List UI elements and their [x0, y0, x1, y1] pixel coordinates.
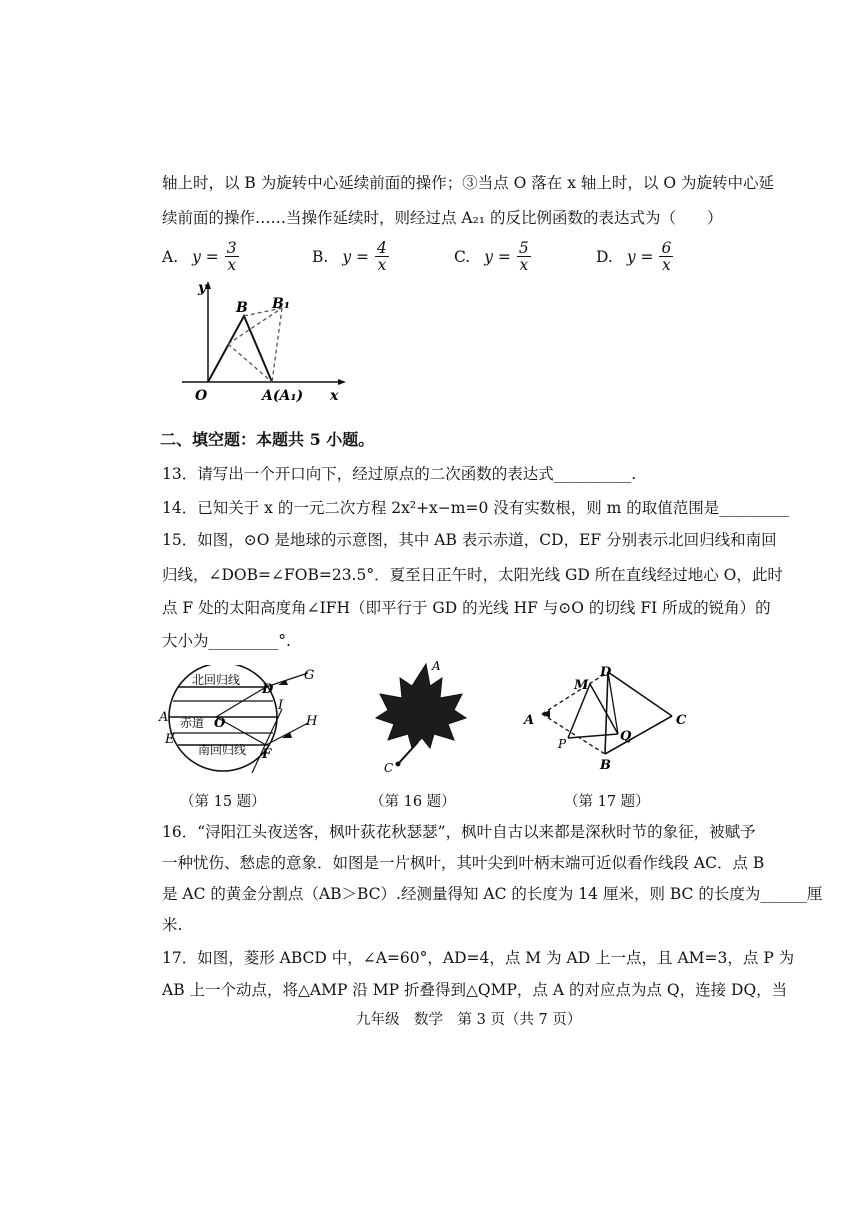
q13-text: 13．请写出一个开口向下，经过原点的二次函数的表达式__________.: [162, 465, 637, 483]
stem-end-dot: [396, 762, 401, 767]
label-c: C: [676, 713, 687, 728]
q15-text-line3: 点 F 处的太阳高度角∠IFH（即平行于 GD 的光线 HF 与⊙O 的切线 FI 所成的锐角）的: [162, 599, 771, 617]
leaf-stem: [398, 742, 418, 764]
choice-a: [162, 240, 239, 273]
q16-text-line3: 是 AC 的黄金分割点（AB＞BC）.经测量得知 AC 的长度为 14 厘米，则 BC 的长度为______厘: [162, 885, 823, 903]
caption-fig17: （第 17 题）: [564, 794, 650, 810]
choice-c: [454, 240, 531, 273]
label-p: P: [558, 737, 567, 751]
label-o: O: [214, 716, 226, 731]
label-i: I: [278, 698, 284, 713]
label-north-tropic: 北回归线: [192, 673, 241, 687]
q17-text-line1: 17．如图，菱形 ABCD 中，∠A=60°，AD=4，点 M 为 AD 上一点，且 AM=3，点 P 为: [162, 949, 795, 967]
label-b: B: [600, 758, 611, 773]
choice-letter: C.: [454, 247, 471, 266]
side-bc: [605, 716, 672, 754]
label-m: M: [574, 678, 589, 693]
label-e: E: [165, 732, 175, 747]
triangle-oab: [208, 316, 272, 382]
fraction: $\frac{5}{x}$: [518, 239, 529, 274]
fig15-earth: [158, 665, 328, 780]
fraction: $\frac{4}{x}$: [377, 239, 387, 274]
label-south-tropic: 南回归线: [198, 743, 247, 757]
page-footer: 九年级 数学 第 3 页（共 7 页）: [356, 1012, 582, 1028]
section-title: 二、填空题：本题共 5 小题。: [160, 430, 375, 449]
label-c: C: [384, 761, 394, 775]
choice-b: [312, 240, 389, 273]
label-g: G: [304, 668, 315, 683]
fraction: $\frac{6}{x}$: [661, 239, 672, 274]
x-axis-arrow: [338, 379, 346, 385]
label-b1: B₁: [272, 296, 290, 312]
q12-text-line1: 轴上时，以 B 为旋转中心延续前面的操作；③当点 O 落在 x 轴上时，以 O 为旋转中心延: [162, 174, 774, 192]
maple-leaf-shape: [376, 664, 466, 748]
label-b: B: [236, 300, 248, 316]
line-pq: [568, 734, 618, 738]
choice-lhs: y =: [342, 247, 369, 266]
dashed-o1-a: [228, 344, 272, 382]
a-arrow: [542, 710, 550, 718]
fig17-rhombus: [520, 662, 695, 774]
q16-text-line2: 一种忧伤、愁虑的意象．如图是一片枫叶，其叶尖到叶柄末端可近似看作线段 AC．点 B: [162, 854, 765, 872]
label-a: A(A₁): [262, 388, 304, 404]
label-h: H: [306, 714, 318, 729]
tangent-fi: [252, 709, 282, 773]
choice-letter: B.: [312, 247, 329, 266]
label-q: Q: [620, 729, 632, 744]
label-d: D: [262, 682, 274, 697]
side-dc: [608, 672, 672, 716]
label-a: A: [432, 659, 441, 673]
choice-letter: D.: [596, 247, 613, 266]
fig16-maple-leaf: [368, 658, 473, 778]
choice-lhs: y =: [626, 247, 654, 266]
q17-text-line2: AB 上一个动点，将△AMP 沿 MP 折叠得到△QMP，点 A 的对应点为点 Q，连接 DQ，当: [162, 981, 788, 999]
q15-text-line2: 归线，∠DOB=∠FOB=23.5°．夏至日正午时，太阳光线 GD 所在直线经过地心 O，此时: [162, 566, 783, 584]
dashed-b1-a: [272, 308, 282, 382]
label-a: A: [159, 710, 169, 725]
q15-text-line1: 15．如图，⊙O 是地球的示意图，其中 AB 表示赤道，CD，EF 分别表示北回归线和南回: [162, 531, 777, 549]
label-d: D: [600, 665, 612, 680]
q12-text-line2: 续前面的操作……当操作延续时，则经过点 A₂₁ 的反比例函数的表达式为（ ）: [162, 209, 723, 227]
label-y: y: [198, 280, 207, 296]
fraction: $\frac{3}{x}$: [226, 239, 237, 274]
label-o: O: [195, 388, 208, 404]
side-ab: [542, 714, 605, 754]
choice-letter: A.: [162, 247, 179, 266]
caption-fig15: （第 15 题）: [180, 794, 266, 810]
q12-figure: [180, 278, 355, 413]
caption-fig16: （第 16 题）: [370, 794, 456, 810]
label-x: x: [330, 388, 339, 404]
q16-text-line4: 米.: [162, 916, 183, 934]
q15-text-line4: 大小为_________°.: [162, 632, 291, 650]
label-a: A: [524, 713, 535, 728]
q14-text: 14．已知关于 x 的一元二次方程 2x²+x−m=0 没有实数根，则 m 的取值范围是_________: [162, 499, 790, 517]
q16-text-line1: 16．“浔阳江头夜送客，枫叶荻花秋瑟瑟”，枫叶自古以来都是深秋时节的象征，被赋予: [162, 823, 756, 841]
choice-lhs: y =: [484, 247, 511, 266]
choice-lhs: y =: [192, 247, 219, 266]
ray-arrow-hf: [282, 732, 292, 738]
label-f: F: [262, 747, 272, 762]
label-equator: 赤道: [180, 716, 205, 730]
line-od: [216, 687, 266, 717]
choice-d: [596, 240, 673, 273]
sun-ray-hf: [266, 723, 308, 745]
